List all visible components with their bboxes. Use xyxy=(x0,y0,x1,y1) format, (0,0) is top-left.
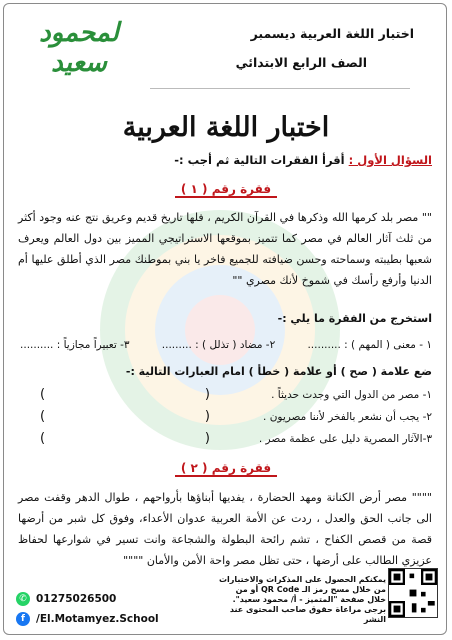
answer-brackets-2 xyxy=(40,409,210,424)
facebook-contact[interactable] xyxy=(16,612,159,626)
extract-items xyxy=(20,339,432,351)
bracket-open: ( xyxy=(40,387,46,402)
bracket-open: ( xyxy=(40,409,46,424)
extract-title: استخرج من الفقرة ما يلي :- xyxy=(277,312,432,325)
extract-item-3: ٣- تعبيراً مجازياً : .......... xyxy=(20,339,130,351)
header-divider xyxy=(150,88,410,89)
bracket-close: ) xyxy=(204,387,210,402)
bracket-close: ) xyxy=(204,431,210,446)
question-1-heading xyxy=(174,153,432,167)
paragraph-1-heading xyxy=(0,182,452,196)
logo-text: لمحمود سعيد xyxy=(39,18,119,78)
extract-item-1: ١ - معنى ( المهم ) : .......... xyxy=(307,339,432,351)
qr-code[interactable] xyxy=(388,568,438,618)
paragraph-2-heading-text: فقرة رقم ( ٢ ) xyxy=(175,461,277,477)
paragraph-2-heading xyxy=(0,461,452,475)
phone-contact[interactable] xyxy=(16,592,116,606)
header-exam-title: اختبار اللغة العربية ديسمبر xyxy=(250,26,414,41)
facebook-page: /El.Motamyez.School xyxy=(36,613,159,625)
whatsapp-icon: ✆ xyxy=(16,592,30,606)
truefalse-item-1: ١- مصر من الدول التي وجدت حديثاً . xyxy=(271,389,432,401)
question-1-label: السؤال الأول : xyxy=(348,153,432,167)
paragraph-1-heading-text: فقرة رقم ( ١ ) xyxy=(175,182,277,198)
question-1-instruction: أقرأ الفقرات التالية ثم أجب :- xyxy=(174,153,345,167)
answer-brackets-1 xyxy=(40,387,210,402)
paragraph-1-text: "" مصر بلد كرمها الله وذكرها في القرآن الكريم ، فلها تاريخ قديم وعريق نتج عنه وجود أكثر من ثلث آثار العالم في مصر كما تتميز بموقعها الاستراتيجي المميز بين دول العالم ويعرف شعبها بطيبته وسماحته وحسن ضيافته للجميع فاخر يا بني بموطنك مصر الذي أطلق عليها أم الدنيا وأرفع رأسك في شموخ لأنك مصري "" xyxy=(18,211,432,287)
brand-logo xyxy=(20,14,138,78)
page-title: اختبار اللغة العربية xyxy=(122,112,330,143)
truefalse-title: ضع علامة ( صح ) أو علامة ( خطأ ) امام العبارات التالية :- xyxy=(125,365,432,378)
truefalse-item-2: ٢- يجب أن نشعر بالفخر لأننا مصريون . xyxy=(263,411,432,423)
bracket-close: ) xyxy=(204,409,210,424)
answer-brackets-3 xyxy=(40,431,210,446)
header-grade: الصف الرابع الابتدائي xyxy=(235,55,367,70)
paragraph-2-text: """" مصر أرض الكنانة ومهد الحضارة ، يفديها أبناؤها بأرواحهم ، طوال الدهر وقفت مصر الى جانب الحق والعدل ، ردت عن الأمة العربية عدوان الأعداء، وفوق كل شبر من أرضها قصة من قصص الكفاح ، تشم رائحة البطولة والشجاعة وانت تسير في شوارعها لحفاظ عزيزي الطالب على أرضها ، حتى تظل مصر واحة الأمن والأمان """" xyxy=(18,491,432,567)
qr-caption: يمكنكم الحصول على المذكرات والاختبارات من خلال مسح رمز الـ QR Code أو من خلال صفحة "المتميز - أ/ محمود سعيد". برجى مراعاة حقوق صاحب المحتوى عند النشر xyxy=(218,575,386,624)
phone-number: 01275026500 xyxy=(36,593,117,605)
bracket-open: ( xyxy=(40,431,46,446)
truefalse-item-3: ٣-الآثار المصرية دليل على عظمة مصر . xyxy=(258,433,432,445)
extract-item-2: ٢- مضاد ( تذلل ) : ......... xyxy=(161,339,276,351)
facebook-icon: f xyxy=(16,612,30,626)
